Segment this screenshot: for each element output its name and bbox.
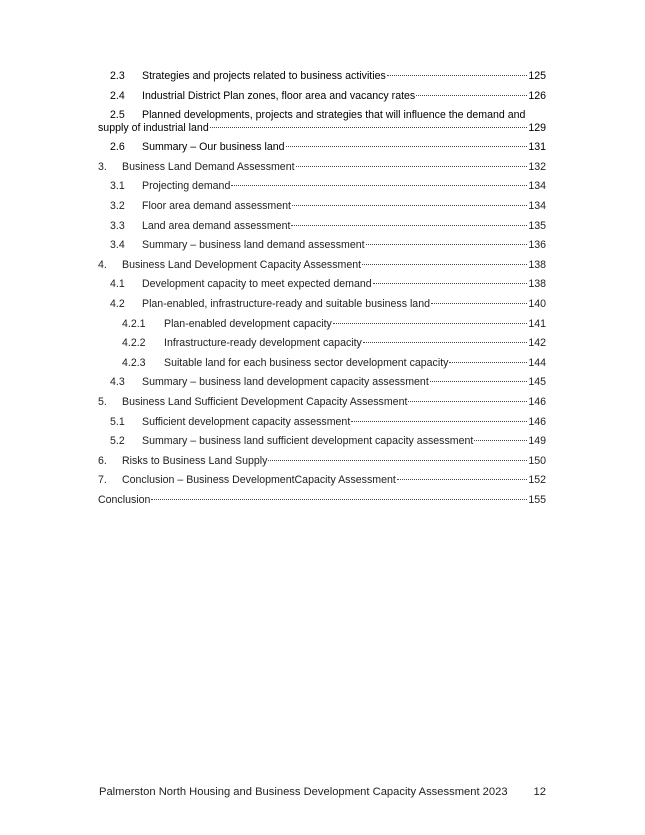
toc-entry-number: 3.: [98, 160, 107, 173]
toc-entry-number: 7.: [98, 474, 107, 487]
toc-entry-page: 146: [528, 415, 546, 428]
toc-entry-title: Plan-enabled, infrastructure-ready and suitable business land: [142, 297, 430, 310]
toc-leader-dots: [296, 165, 528, 167]
toc-entry[interactable]: [98, 435, 546, 455]
toc-entry-page: 125: [528, 70, 546, 82]
toc-entry-page: 138: [528, 258, 546, 271]
toc-entry-number: 3.2: [110, 199, 125, 212]
toc-entry[interactable]: [98, 357, 546, 377]
toc-entry-number: 4.1: [110, 278, 125, 291]
toc-leader-dots: [286, 145, 528, 147]
toc-entry[interactable]: [98, 90, 546, 110]
toc-entry[interactable]: [98, 70, 546, 90]
toc-leader-dots: [292, 204, 527, 206]
toc-entry-title: Conclusion: [98, 493, 151, 506]
toc-leader-dots: [231, 184, 527, 186]
toc-leader-dots: [351, 420, 527, 422]
toc-entry-title: Infrastructure-ready development capacity: [164, 337, 362, 350]
toc-entry[interactable]: [98, 141, 546, 161]
toc-entry[interactable]: [98, 259, 546, 279]
toc-entry-page: 140: [528, 297, 546, 310]
toc-entry-number: 4.2.1: [122, 317, 146, 330]
toc-entry-number: 2.3: [110, 70, 125, 82]
toc-entry-title: Summary – business land demand assessment: [142, 239, 365, 252]
toc-entry-number: 2.5: [110, 109, 125, 122]
toc-entry[interactable]: [98, 396, 546, 416]
toc-leader-dots: [363, 341, 527, 343]
toc-entry-title: Summary – Our business land: [142, 141, 285, 154]
toc-entry-title: Risks to Business Land Supply: [122, 454, 268, 467]
toc-leader-dots: [449, 361, 527, 363]
footer-page-number: 12: [533, 786, 546, 798]
toc-leader-dots: [373, 282, 528, 284]
toc-entry-number: 4.2.3: [122, 356, 146, 369]
toc-entry[interactable]: [98, 200, 546, 220]
toc-entry-page: 134: [528, 180, 546, 193]
toc-entry-page: 146: [528, 395, 546, 408]
toc-entry-title: Suitable land for each business sector development capacity: [164, 356, 449, 369]
toc-entry-title: Summary – business land sufficient development capacity assessment: [142, 435, 474, 448]
toc-entry-number: 4.: [98, 258, 107, 271]
toc-entry-title: Business Land Development Capacity Assessment: [122, 258, 362, 271]
table-of-contents: [98, 70, 546, 513]
toc-entry-page: 134: [528, 199, 546, 212]
toc-entry-title: Floor area demand assessment: [142, 199, 291, 212]
toc-entry[interactable]: [98, 220, 546, 240]
toc-leader-dots: [333, 322, 527, 324]
toc-entry[interactable]: [98, 161, 546, 181]
toc-entry-number: 3.1: [110, 180, 125, 193]
toc-entry-number: 4.2: [110, 297, 125, 310]
toc-leader-dots: [431, 302, 527, 304]
toc-entry-page: 141: [528, 317, 546, 330]
toc-entry-title: Conclusion – Business DevelopmentCapacity Assessment: [122, 474, 396, 487]
toc-entry[interactable]: [98, 180, 546, 200]
toc-entry-page: 152: [528, 474, 546, 487]
toc-entry-number: 2.6: [110, 141, 125, 154]
toc-entry-page: 155: [528, 493, 546, 506]
toc-entry-number: 2.4: [110, 89, 125, 102]
toc-entry-page: 150: [528, 454, 546, 467]
toc-leader-dots: [430, 380, 528, 382]
toc-entry-page: 132: [528, 160, 546, 173]
toc-entry-title: Business Land Demand Assessment: [122, 160, 295, 173]
toc-entry-title: Projecting demand: [142, 180, 231, 193]
footer-title: Palmerston North Housing and Business Development Capacity Assessment 2023: [99, 786, 508, 798]
toc-entry-page: 142: [528, 337, 546, 350]
toc-entry-title-continued: supply of industrial land: [98, 122, 209, 135]
toc-entry-page: 126: [528, 89, 546, 102]
toc-entry-number: 5.: [98, 395, 107, 408]
toc-entry-title: Strategies and projects related to business activities: [142, 70, 386, 82]
toc-entry-number: 5.2: [110, 435, 125, 448]
toc-leader-dots: [397, 478, 528, 480]
toc-entry-title: Summary – business land development capacity assessment: [142, 376, 429, 389]
toc-leader-dots: [210, 126, 528, 128]
toc-entry-title: Land area demand assessment: [142, 219, 291, 232]
toc-entry-number: 3.4: [110, 239, 125, 252]
toc-entry-title: Planned developments, projects and strategies that will influence the demand and: [142, 109, 526, 122]
toc-entry-page: 145: [528, 376, 546, 389]
toc-entry-number: 4.3: [110, 376, 125, 389]
toc-entry[interactable]: [98, 298, 546, 318]
toc-entry-page: 149: [528, 435, 546, 448]
toc-leader-dots: [291, 224, 527, 226]
toc-entry[interactable]: [98, 474, 546, 494]
toc-entry-page: 135: [528, 219, 546, 232]
toc-entry-number: 6.: [98, 454, 107, 467]
toc-entry-title: Industrial District Plan zones, floor area and vacancy rates: [142, 89, 416, 102]
toc-entry-title: Sufficient development capacity assessment: [142, 415, 351, 428]
toc-leader-dots: [474, 439, 527, 441]
toc-leader-dots: [387, 74, 528, 76]
toc-entry-page: 129: [528, 122, 546, 135]
toc-entry[interactable]: [98, 318, 546, 338]
toc-entry-number: 3.3: [110, 219, 125, 232]
toc-entry[interactable]: [98, 109, 546, 141]
toc-entry[interactable]: [98, 376, 546, 396]
toc-leader-dots: [268, 459, 527, 461]
toc-entry[interactable]: [98, 278, 546, 298]
toc-entry[interactable]: [98, 455, 546, 475]
toc-entry-page: 138: [528, 278, 546, 291]
toc-entry[interactable]: [98, 239, 546, 259]
toc-entry-title: Plan-enabled development capacity: [164, 317, 332, 330]
toc-entry[interactable]: [98, 337, 546, 357]
page-footer: [99, 786, 546, 798]
toc-leader-dots: [362, 263, 527, 265]
toc-entry-number: 5.1: [110, 415, 125, 428]
toc-entry[interactable]: [98, 416, 546, 436]
toc-entry-title: Business Land Sufficient Development Capacity Assessment: [122, 395, 408, 408]
toc-leader-dots: [408, 400, 527, 402]
toc-entry-page: 131: [528, 141, 546, 154]
toc-entry-page: 136: [528, 239, 546, 252]
toc-entry-page: 144: [528, 356, 546, 369]
toc-leader-dots: [416, 94, 527, 96]
toc-entry-title: Development capacity to meet expected demand: [142, 278, 372, 291]
toc-entry[interactable]: [98, 494, 546, 514]
toc-leader-dots: [366, 243, 528, 245]
toc-entry-number: 4.2.2: [122, 337, 146, 350]
toc-leader-dots: [151, 498, 527, 500]
